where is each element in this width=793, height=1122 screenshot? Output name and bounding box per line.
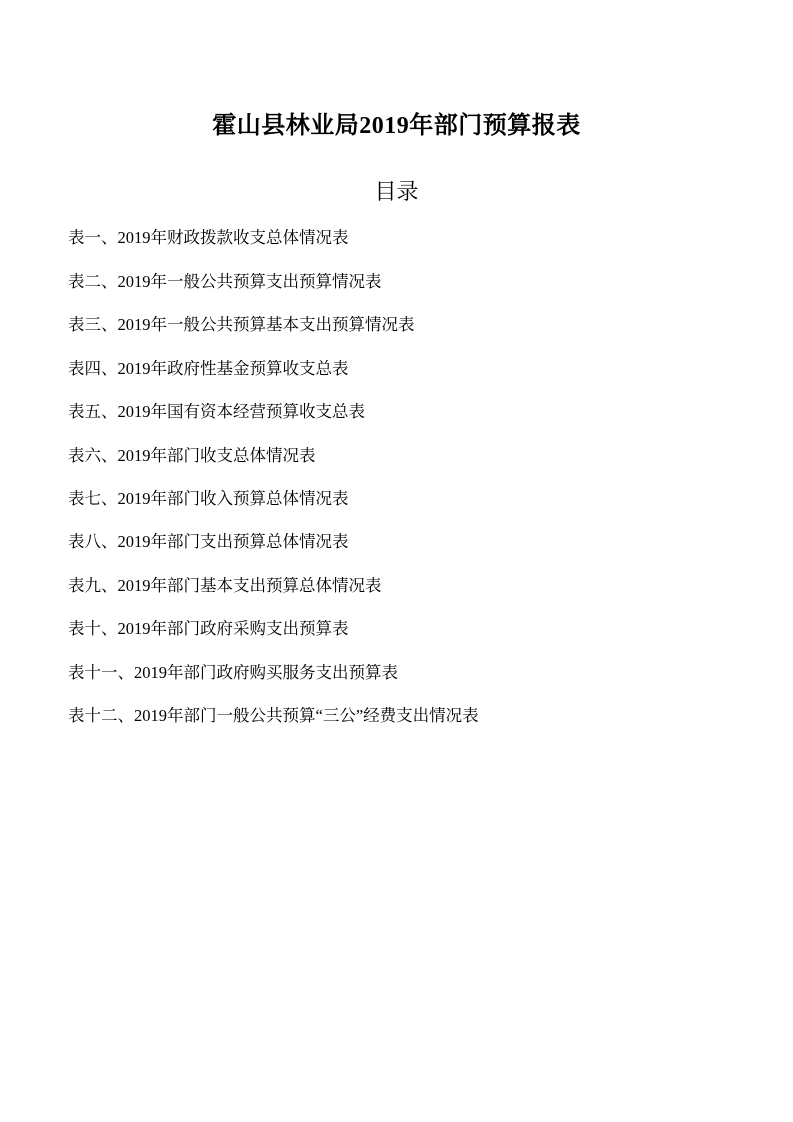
toc-heading: 目录 xyxy=(374,178,419,204)
list-item: 表十一、2019年部门政府购买服务支出预算表 xyxy=(68,662,398,682)
list-item: 表五、2019年国有资本经营预算收支总表 xyxy=(68,402,365,422)
list-item: 表八、2019年部门支出预算总体情况表 xyxy=(68,532,349,552)
list-item: 表三、2019年一般公共预算基本支出预算情况表 xyxy=(68,315,415,335)
table-of-contents xyxy=(0,205,793,726)
list-item: 表二、2019年一般公共预算支出预算情况表 xyxy=(68,271,382,291)
list-item: 表七、2019年部门收入预算总体情况表 xyxy=(68,489,349,508)
list-item: 表十二、2019年部门一般公共预算“三公”经费支出情况表 xyxy=(68,706,479,726)
list-item: 表一、2019年财政拨款收支总体情况表 xyxy=(68,228,349,248)
list-item: 表十、2019年部门政府采购支出预算表 xyxy=(68,619,349,639)
page-title: 霍山县林业局2019年部门预算报表 xyxy=(212,113,581,139)
list-item: 表九、2019年部门基本支出预算总体情况表 xyxy=(68,575,382,595)
list-item: 表四、2019年政府性基金预算收支总表 xyxy=(68,358,349,378)
list-item: 表六、2019年部门收支总体情况表 xyxy=(68,445,316,465)
